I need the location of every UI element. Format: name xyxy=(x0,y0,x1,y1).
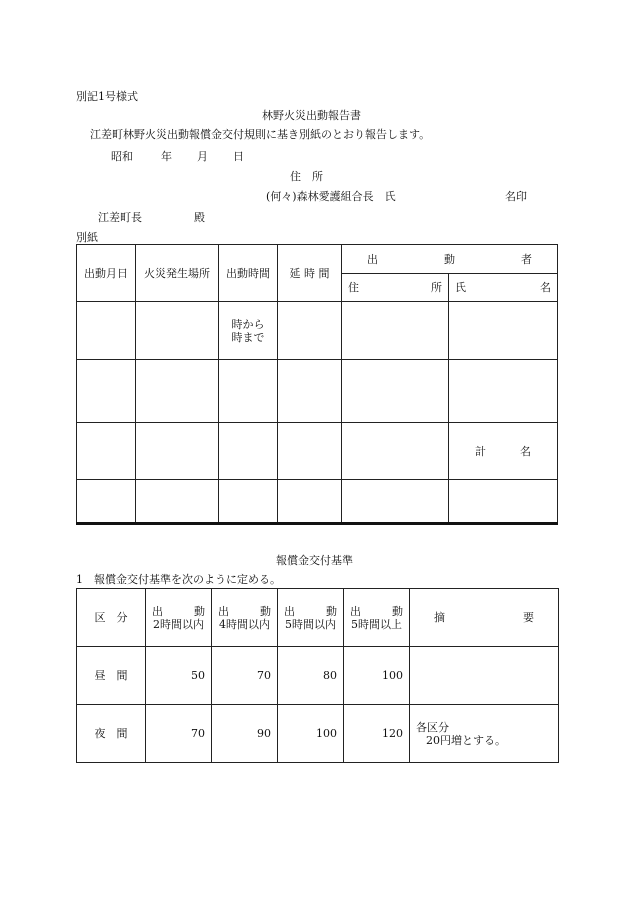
table-row xyxy=(77,647,559,705)
note-line-2: 20円増とする。 xyxy=(426,733,506,747)
value-cell: 50 xyxy=(146,647,212,705)
col-division-header: 区 分 xyxy=(77,589,146,647)
table-cell[interactable] xyxy=(219,360,278,423)
date-day: 日 xyxy=(233,150,244,163)
time-from: 時から xyxy=(231,317,265,331)
table-cell[interactable] xyxy=(278,423,342,480)
duration-bottom: 5時間以内 xyxy=(285,617,336,631)
dispatch-group-header xyxy=(342,245,558,274)
col-time-header: 出動時間 xyxy=(219,245,278,302)
sub-address-char-1: 住 xyxy=(348,281,359,294)
table-row xyxy=(77,480,558,524)
col-duration-header xyxy=(278,589,344,647)
value-cell: 70 xyxy=(212,647,278,705)
table-cell[interactable] xyxy=(342,480,449,524)
time-to: 時まで xyxy=(231,330,265,344)
col-date-header: 出動月日 xyxy=(77,245,136,302)
sub-name-header xyxy=(449,274,558,302)
table-cell[interactable] xyxy=(342,302,449,360)
col-place-header: 火災発生場所 xyxy=(136,245,219,302)
col-duration-header xyxy=(146,589,212,647)
duration-bottom: 5時間以上 xyxy=(351,617,402,631)
date-era: 昭和 xyxy=(111,150,133,163)
table-cell[interactable] xyxy=(136,480,219,524)
reporter-label: (何々)森林愛護組合長 氏 xyxy=(266,190,396,203)
intro-text: 江差町林野火災出動報償金交付規則に基き別紙のとおり報告します。 xyxy=(90,128,431,141)
duration-top-char-2: 動 xyxy=(194,604,205,618)
col-summary-header xyxy=(410,589,559,647)
table-row xyxy=(77,705,559,763)
standard-rule: 1 報償金交付基準を次のように定める。 xyxy=(76,573,281,586)
table-cell[interactable] xyxy=(77,360,136,423)
addressee: 江差町長 xyxy=(98,211,142,224)
table-cell[interactable] xyxy=(77,302,136,360)
table-cell[interactable] xyxy=(278,480,342,524)
document-title: 林野火災出動報告書 xyxy=(262,109,361,122)
row-label-night: 夜 間 xyxy=(77,705,146,763)
table-cell[interactable] xyxy=(219,480,278,524)
col-duration-header xyxy=(344,589,410,647)
address-label: 住 所 xyxy=(290,170,323,183)
form-number: 別記1号様式 xyxy=(76,90,138,103)
duration-top-char-2: 動 xyxy=(260,604,271,618)
summary-char-1: 摘 xyxy=(434,611,445,624)
dispatch-char-3: 者 xyxy=(521,252,532,266)
attachment-label: 別紙 xyxy=(76,231,98,244)
col-duration-header xyxy=(212,589,278,647)
table-cell[interactable] xyxy=(449,360,558,423)
duration-top-char-1: 出 xyxy=(284,604,295,618)
total-cell xyxy=(449,423,558,480)
note-cell xyxy=(410,705,559,763)
col-total-time-header: 延 時 間 xyxy=(278,245,342,302)
table-cell[interactable] xyxy=(77,423,136,480)
table-cell[interactable] xyxy=(449,302,558,360)
row-label-day: 昼 間 xyxy=(77,647,146,705)
date-year: 年 xyxy=(161,150,172,163)
table-cell[interactable] xyxy=(136,423,219,480)
duration-bottom: 4時間以内 xyxy=(219,617,270,631)
duration-top-char-2: 動 xyxy=(392,604,403,618)
duration-top-char-2: 動 xyxy=(326,604,337,618)
table-cell[interactable] xyxy=(449,480,558,524)
dispatch-char-2: 動 xyxy=(444,252,455,266)
report-table xyxy=(76,244,558,525)
seal-label: 名印 xyxy=(505,190,527,203)
table-cell[interactable] xyxy=(136,360,219,423)
value-cell: 90 xyxy=(212,705,278,763)
total-char-1: 計 xyxy=(475,444,486,458)
standard-table xyxy=(76,588,559,763)
table-cell[interactable] xyxy=(77,480,136,524)
duration-top-char-1: 出 xyxy=(152,604,163,618)
sub-address-header xyxy=(342,274,449,302)
table-row xyxy=(77,302,558,360)
value-cell: 70 xyxy=(146,705,212,763)
dispatch-char-1: 出 xyxy=(367,252,378,266)
table-cell[interactable] xyxy=(278,302,342,360)
duration-top-char-1: 出 xyxy=(218,604,229,618)
total-char-2: 名 xyxy=(520,444,531,458)
value-cell: 100 xyxy=(344,647,410,705)
table-cell[interactable] xyxy=(342,360,449,423)
sub-name-char-1: 氏 xyxy=(455,281,466,294)
date-month: 月 xyxy=(197,150,208,163)
honorific: 殿 xyxy=(194,211,205,224)
value-cell: 100 xyxy=(278,705,344,763)
value-cell: 80 xyxy=(278,647,344,705)
sub-address-char-2: 所 xyxy=(431,281,442,294)
note-cell xyxy=(410,647,559,705)
summary-char-2: 要 xyxy=(523,611,534,624)
table-cell[interactable] xyxy=(136,302,219,360)
duration-bottom: 2時間以内 xyxy=(153,617,204,631)
sub-name-char-2: 名 xyxy=(540,281,551,294)
table-cell[interactable] xyxy=(342,423,449,480)
table-cell[interactable] xyxy=(278,360,342,423)
duration-top-char-1: 出 xyxy=(350,604,361,618)
standard-title: 報償金交付基準 xyxy=(276,554,353,567)
table-row xyxy=(77,423,558,480)
table-cell[interactable] xyxy=(219,423,278,480)
time-range-cell[interactable] xyxy=(219,302,278,360)
value-cell: 120 xyxy=(344,705,410,763)
note-line-1: 各区分 xyxy=(416,720,449,734)
table-row xyxy=(77,360,558,423)
